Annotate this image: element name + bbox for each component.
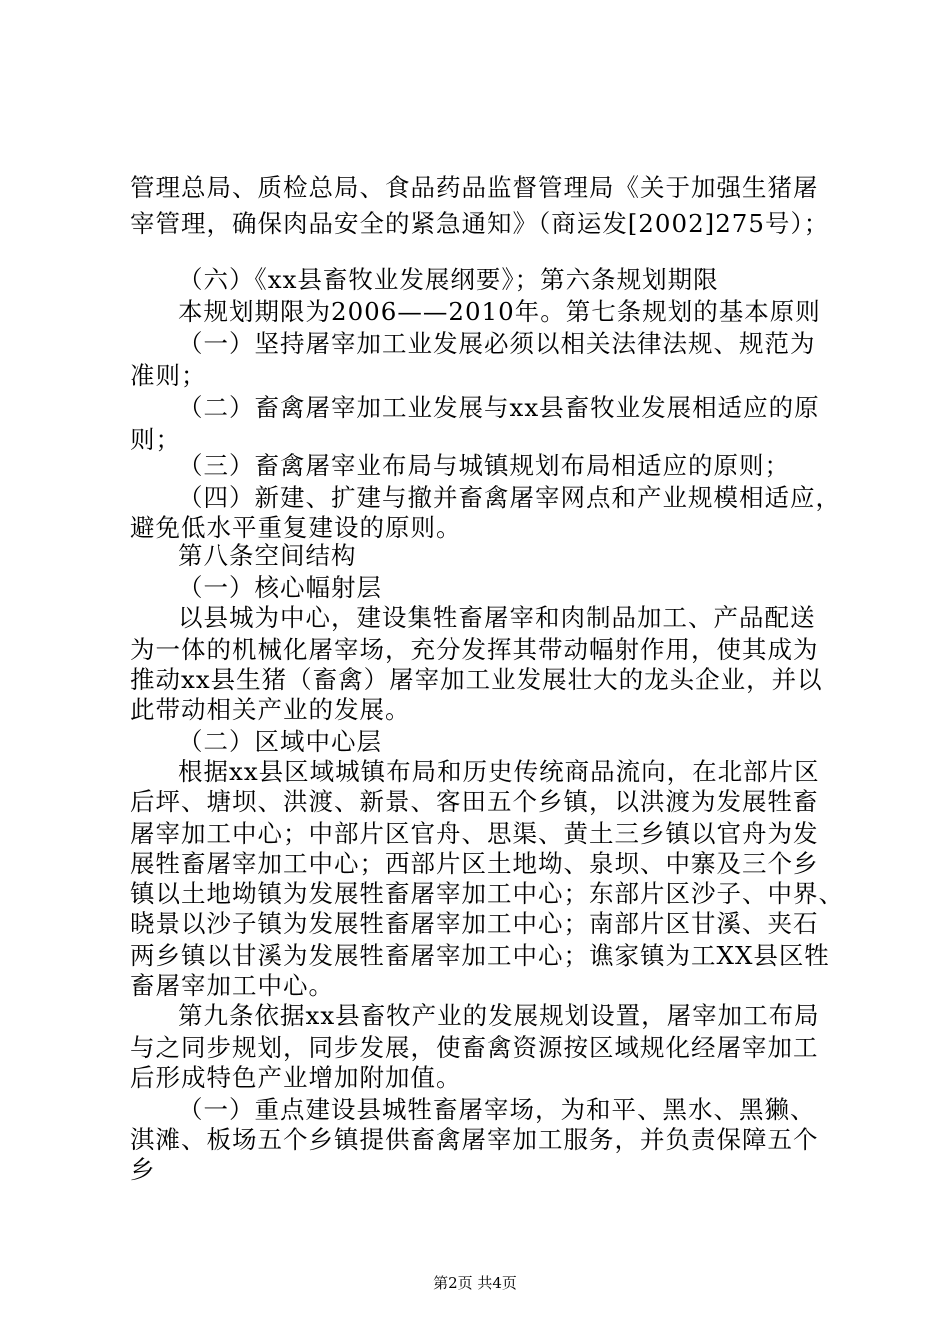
text-line: （一）坚持屠宰加工业发展必须以相关法律法规、规范为 [178,329,816,358]
text-line: 晓景以沙子镇为发展牲畜屠宰加工中心；南部片区甘溪、夹石 [130,909,819,938]
subsection-heading: （一）核心幅射层 [178,573,382,602]
text-line: 屠宰加工中心；中部片区官舟、思渠、黄土三乡镇以官舟为发 [130,819,819,848]
text-line: 畜屠宰加工中心。 [130,971,334,1000]
text-line: 本规划期限为2006——2010年。第七条规划的基本原则 [178,297,821,326]
text-line: 此带动相关产业的发展。 [130,695,411,724]
text-line: 展牲畜屠宰加工中心；西部片区土地坳、泉坝、中寨及三个乡 [130,849,819,878]
text-line: 根据xx县区域城镇布局和历史传统商品流向，在北部片区 [178,757,820,786]
text-line: 管理总局、质检总局、食品药品监督管理局《关于加强生猪屠 [130,173,819,202]
text-line: （一）重点建设县城牲畜屠宰场，为和平、黑水、黑獭、 [178,1095,816,1124]
text-line: 乡 [130,1155,156,1184]
text-line: （六）《xx县畜牧业发展纲要》；第六条规划期限 [178,265,719,294]
text-line: 推动xx县生猪（畜禽）屠宰加工业发展壮大的龙头企业，并以 [130,665,823,694]
text-line: （二）畜禽屠宰加工业发展与xx县畜牧业发展相适应的原 [178,393,820,422]
text-line: 两乡镇以甘溪为发展牲畜屠宰加工中心；谯家镇为工XX县区牲 [130,941,830,970]
text-line: 淇滩、板场五个乡镇提供畜禽屠宰加工服务，并负责保障五个 [130,1125,819,1154]
text-line: 以县城为中心，建设集牲畜屠宰和肉制品加工、产品配送 [178,603,816,632]
text-line: 为一体的机械化屠宰场，充分发挥其带动幅射作用，使其成为 [130,635,819,664]
text-line: 避免低水平重复建设的原则。 [130,513,462,542]
text-line: 第九条依据xx县畜牧产业的发展规划设置，屠宰加工布局 [178,1001,820,1030]
text-line: 后坪、塘坝、洪渡、新景、客田五个乡镇，以洪渡为发展牲畜 [130,787,819,816]
text-line: 准则； [130,361,207,390]
text-line: 宰管理，确保肉品安全的紧急通知》（商运发[2002]275号）； [130,209,830,238]
text-line: 则； [130,425,181,454]
text-line: 后形成特色产业增加附加值。 [130,1063,462,1092]
text-line: （四）新建、扩建与撤并畜禽屠宰网点和产业规模相适应， [178,483,841,512]
page-number-footer: 第2页 共4页 [433,1274,517,1292]
section-heading: 第八条空间结构 [178,541,357,570]
text-line: （三）畜禽屠宰业布局与城镇规划布局相适应的原则； [178,451,790,480]
subsection-heading: （二）区域中心层 [178,727,382,756]
text-line: 与之同步规划，同步发展，使畜禽资源按区域规化经屠宰加工 [130,1033,819,1062]
text-line: 镇以土地坳镇为发展牲畜屠宰加工中心；东部片区沙子、中界、 [130,879,844,908]
